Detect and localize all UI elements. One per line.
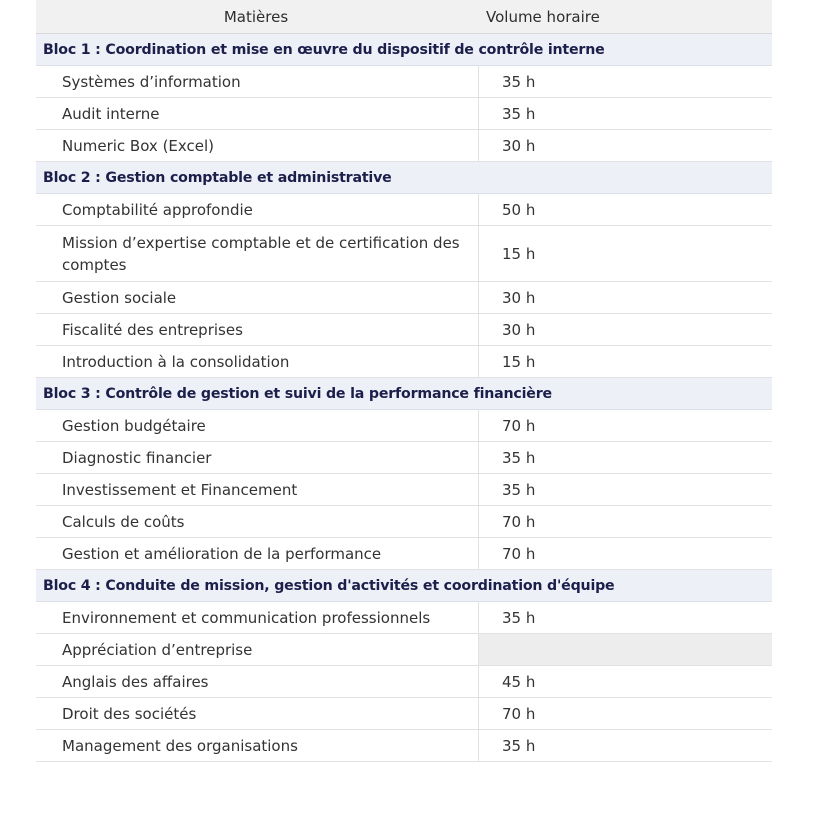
subject-cell: Calculs de coûts bbox=[36, 506, 479, 537]
subject-cell: Environnement et communication professionnels bbox=[36, 602, 479, 633]
hours-cell: 35 h bbox=[502, 736, 536, 755]
table-row bbox=[36, 442, 772, 474]
table-row bbox=[36, 410, 772, 442]
hours-cell: 35 h bbox=[502, 72, 536, 91]
table-row bbox=[36, 602, 772, 634]
hours-cell: 70 h bbox=[502, 544, 536, 563]
hours-cell: 30 h bbox=[502, 320, 536, 339]
subject-cell: Anglais des affaires bbox=[36, 666, 479, 697]
table-row bbox=[36, 226, 772, 282]
bloc-4-title: Bloc 4 : Conduite de mission, gestion d'activités et coordination d'équipe bbox=[36, 570, 772, 602]
hours-column-header: Volume horaire bbox=[486, 7, 600, 26]
hours-cell: 35 h bbox=[502, 104, 536, 123]
table-row bbox=[36, 314, 772, 346]
subject-cell: Gestion et amélioration de la performance bbox=[36, 538, 479, 569]
hours-cell: 30 h bbox=[502, 136, 536, 155]
subject-cell: Droit des sociétés bbox=[36, 698, 479, 729]
table-header bbox=[36, 0, 772, 34]
hours-cell: 35 h bbox=[502, 480, 536, 499]
subject-cell: Investissement et Financement bbox=[36, 474, 479, 505]
subject-cell: Comptabilité approfondie bbox=[36, 194, 479, 225]
table-row bbox=[36, 194, 772, 226]
table-row bbox=[36, 634, 772, 666]
bloc-2-title: Bloc 2 : Gestion comptable et administrative bbox=[36, 162, 772, 194]
subject-cell: Audit interne bbox=[36, 98, 479, 129]
table-row bbox=[36, 666, 772, 698]
subject-cell: Numeric Box (Excel) bbox=[36, 130, 479, 161]
table-row bbox=[36, 130, 772, 162]
hours-cell: 15 h bbox=[502, 244, 536, 263]
hours-cell: 35 h bbox=[502, 608, 536, 627]
table-row bbox=[36, 506, 772, 538]
subject-cell: Gestion budgétaire bbox=[36, 410, 479, 441]
table-row bbox=[36, 730, 772, 762]
subject-column-header: Matières bbox=[223, 7, 289, 26]
subject-cell: Gestion sociale bbox=[36, 282, 479, 313]
hours-cell: 70 h bbox=[502, 704, 536, 723]
subject-cell: Fiscalité des entreprises bbox=[36, 314, 479, 345]
hours-cell: 45 h bbox=[502, 672, 536, 691]
bloc-1-title: Bloc 1 : Coordination et mise en œuvre du dispositif de contrôle interne bbox=[36, 34, 772, 66]
table-row bbox=[36, 66, 772, 98]
hours-cell: 50 h bbox=[502, 200, 536, 219]
table-row bbox=[36, 538, 772, 570]
table-row bbox=[36, 346, 772, 378]
curriculum-table bbox=[36, 0, 772, 762]
hours-cell: 30 h bbox=[502, 288, 536, 307]
subject-cell: Management des organisations bbox=[36, 730, 479, 761]
hours-cell: 15 h bbox=[502, 352, 536, 371]
table-row bbox=[36, 474, 772, 506]
subject-cell: Systèmes d’information bbox=[36, 66, 479, 97]
subject-cell: Introduction à la consolidation bbox=[36, 346, 479, 377]
table-row bbox=[36, 282, 772, 314]
subject-cell: Mission d’expertise comptable et de certification des comptes bbox=[36, 226, 479, 281]
hours-cell: 35 h bbox=[502, 448, 536, 467]
table-row bbox=[36, 698, 772, 730]
subject-cell: Diagnostic financier bbox=[36, 442, 479, 473]
subject-cell: Appréciation d’entreprise bbox=[36, 634, 479, 665]
bloc-3-title: Bloc 3 : Contrôle de gestion et suivi de la performance financière bbox=[36, 378, 772, 410]
hours-cell: 70 h bbox=[502, 512, 536, 531]
hours-cell-empty bbox=[479, 634, 772, 665]
table-row bbox=[36, 98, 772, 130]
hours-cell: 70 h bbox=[502, 416, 536, 435]
